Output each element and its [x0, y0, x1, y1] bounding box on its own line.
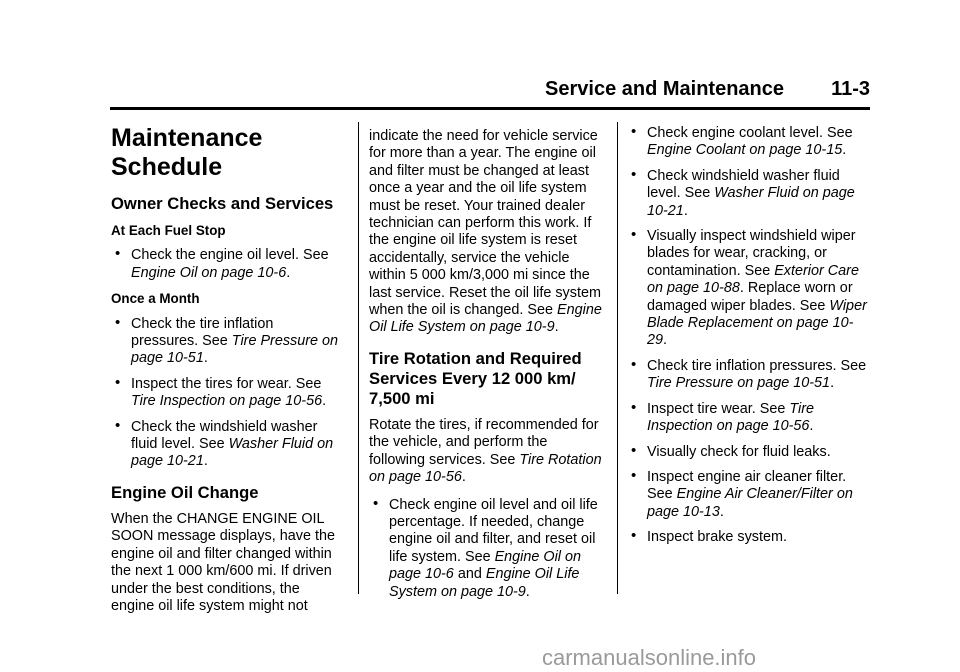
list-item: • Check the windshield washer fluid level. See Washer Fluid on page 10-21.: [115, 416, 334, 470]
list-item: • Check engine oil level and oil life percentage. If needed, change engine oil and filter, and reset oil life system. See Engine Oil on page 10-6 and Engine Oil Life System on page 10-9.: [373, 494, 598, 600]
oil-life-paragraph: indicate the need for vehicle service for more than a year. The engine oil and filter must be changed at least once a year and the oil life system must be reset. Your trained dealer technician can perform this work. If the engine oil life system is reset accidentally, service the vehicle within 5 000 km/3,000 mi since the last service. Reset the oil life system when the oil is changed. See Engine Oil Life System on page 10-9.: [369, 128, 602, 336]
watermark: carmanualsonline.info: [542, 645, 757, 670]
fuel-stop-subheading: At Each Fuel Stop: [111, 223, 226, 238]
cross-reference: Engine Oil Life System on page 10-9: [369, 302, 602, 336]
tire-rotation-paragraph: Rotate the tires, if recommended for the vehicle, and perform the following services. See Tire Rotation on page 10-56.: [369, 416, 602, 486]
cross-reference: Tire Inspection on page 10-56: [647, 400, 815, 435]
list-item: • Visually inspect windshield wiper blades for wear, cracking, or contamination. See Exterior Care on page 10-88. Replace worn or damaged wiper blades. See Wiper Blade Replacement on page 10-29.: [631, 226, 867, 349]
cross-reference: Washer Fluid on page 10-21: [131, 436, 334, 470]
list-item: • Inspect brake system.: [631, 527, 787, 546]
cross-reference: Tire Pressure on page 10-51: [647, 375, 831, 392]
bullet-icon: •: [115, 373, 121, 391]
list-item: • Check the tire inflation pressures. See Tire Pressure on page 10-51.: [115, 313, 339, 367]
cross-reference: Tire Inspection on page 10-56: [131, 393, 323, 410]
bullet-icon: •: [631, 466, 637, 484]
once-month-subheading: Once a Month: [111, 291, 200, 307]
list-item: • Check windshield washer fluid level. See Washer Fluid on page 10-21.: [631, 165, 855, 219]
bullet-icon: •: [631, 441, 637, 459]
oil-change-heading: Engine Oil Change: [111, 482, 259, 502]
cross-reference: Tire Pressure on page 10-51: [131, 333, 339, 367]
column-divider-right: [617, 122, 618, 594]
oil-change-text: When the CHANGE ENGINE OIL SOON message displays, have the engine oil and filter changed within the next 1 000 km/600 mi. If driven under the best conditions, the engine oil life system might not: [111, 510, 335, 614]
cross-reference: Engine Air Cleaner/Filter on page 10-13: [647, 486, 853, 520]
cross-reference: Engine Oil Life System on page 10-9: [389, 566, 580, 600]
list-item: • Check the engine oil level. See Engine Oil on page 10-6.: [115, 245, 329, 281]
bullet-icon: •: [115, 416, 121, 434]
page-number: 11-3: [831, 78, 870, 100]
list-item: • Check tire inflation pressures. See Tire Pressure on page 10-51.: [631, 355, 867, 392]
owner-checks-heading: Owner Checks and Services: [111, 194, 334, 213]
column-2: [369, 128, 605, 609]
cross-reference: Engine Oil on page 10-6: [131, 264, 287, 281]
cross-reference: Tire Rotation on page 10-56: [369, 451, 602, 486]
cross-reference: Engine Oil on page 10-6: [389, 548, 581, 583]
page-heading: Maintenance Schedule: [111, 124, 263, 181]
cross-reference: Engine Coolant on page 10-15: [647, 142, 843, 159]
cross-reference: Exterior Care on page 10-88: [647, 262, 859, 297]
cross-reference: Washer Fluid on page 10-21: [647, 185, 855, 219]
column-1: [111, 124, 343, 621]
page-header: [110, 78, 870, 106]
tire-rotation-heading: Tire Rotation and Required Services Every 12 000 km/ 7,500 mi: [369, 348, 582, 408]
bullet-icon: •: [631, 165, 637, 183]
column-divider-left: [358, 122, 359, 594]
bullet-icon: •: [631, 226, 637, 244]
list-item: • Check engine coolant level. See Engine Coolant on page 10-15.: [631, 123, 853, 159]
bullet-icon: •: [631, 355, 637, 373]
bullet-icon: •: [115, 245, 121, 263]
bullet-icon: •: [115, 313, 121, 331]
bullet-icon: •: [631, 398, 637, 416]
list-item: • Visually check for fluid leaks.: [631, 441, 831, 460]
list-item: • Inspect the tires for wear. See Tire Inspection on page 10-56.: [115, 373, 327, 410]
column-3: [627, 125, 872, 555]
list-item: • Inspect tire wear. See Tire Inspection on page 10-56.: [631, 398, 815, 435]
bullet-icon: •: [373, 494, 379, 512]
header-rule: [110, 107, 870, 110]
section-title: Service and Maintenance: [545, 78, 784, 100]
bullet-icon: •: [631, 527, 637, 545]
bullet-icon: •: [631, 123, 637, 140]
list-item: • Inspect engine air cleaner filter. See Engine Air Cleaner/Filter on page 10-13.: [631, 466, 853, 520]
cross-reference: Wiper Blade Replacement on page 10-29: [647, 297, 867, 349]
